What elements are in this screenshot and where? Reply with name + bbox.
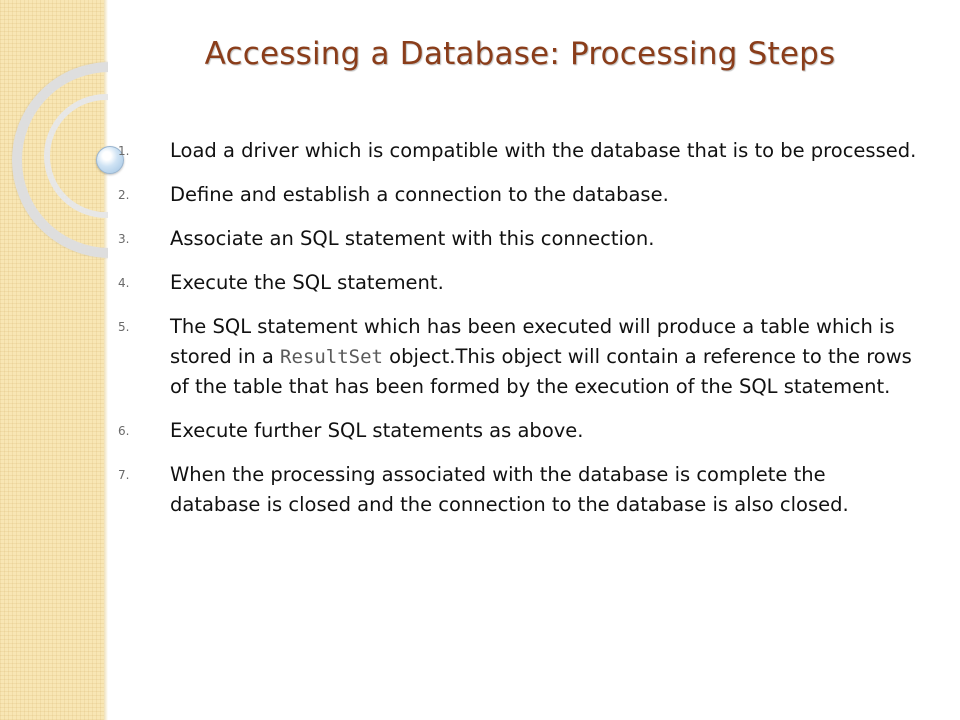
step-number: 7. bbox=[118, 468, 130, 482]
list-item-step-7 bbox=[118, 460, 918, 520]
step-text: Load a driver which is compatible with the database that is to be processed. bbox=[170, 139, 917, 162]
step-text bbox=[170, 312, 918, 402]
step-text: Associate an SQL statement with this connection. bbox=[170, 227, 655, 250]
list-item-step-5 bbox=[118, 312, 918, 402]
step-number: 1. bbox=[118, 144, 130, 158]
list-item-step-2 bbox=[118, 180, 918, 210]
step-text: Execute the SQL statement. bbox=[170, 271, 444, 294]
resultset-code: ResultSet bbox=[280, 346, 383, 368]
step-text-after-code: object.This object will contain a reference to the rows of the table that has been formed by the execution of the SQL statement. bbox=[170, 345, 912, 398]
step-text: Define and establish a connection to the database. bbox=[170, 183, 669, 206]
slide-title: Accessing a Database: Processing Steps bbox=[204, 36, 836, 72]
step-number: 2. bbox=[118, 188, 130, 202]
steps-list bbox=[118, 136, 918, 534]
step-number: 3. bbox=[118, 232, 130, 246]
step-text-before-code: The SQL statement which has been executed will produce a table which is stored in a bbox=[170, 315, 895, 368]
list-item-step-4 bbox=[118, 268, 918, 298]
list-item-step-3 bbox=[118, 224, 918, 254]
step-number: 6. bbox=[118, 424, 130, 438]
list-item-step-6 bbox=[118, 416, 918, 446]
step-number: 4. bbox=[118, 276, 130, 290]
list-item-step-1 bbox=[118, 136, 918, 166]
step-number: 5. bbox=[118, 320, 130, 334]
step-text: Execute further SQL statements as above. bbox=[170, 419, 584, 442]
step-text: When the processing associated with the database is complete the database is closed and the connection to the database is also closed. bbox=[170, 463, 849, 516]
